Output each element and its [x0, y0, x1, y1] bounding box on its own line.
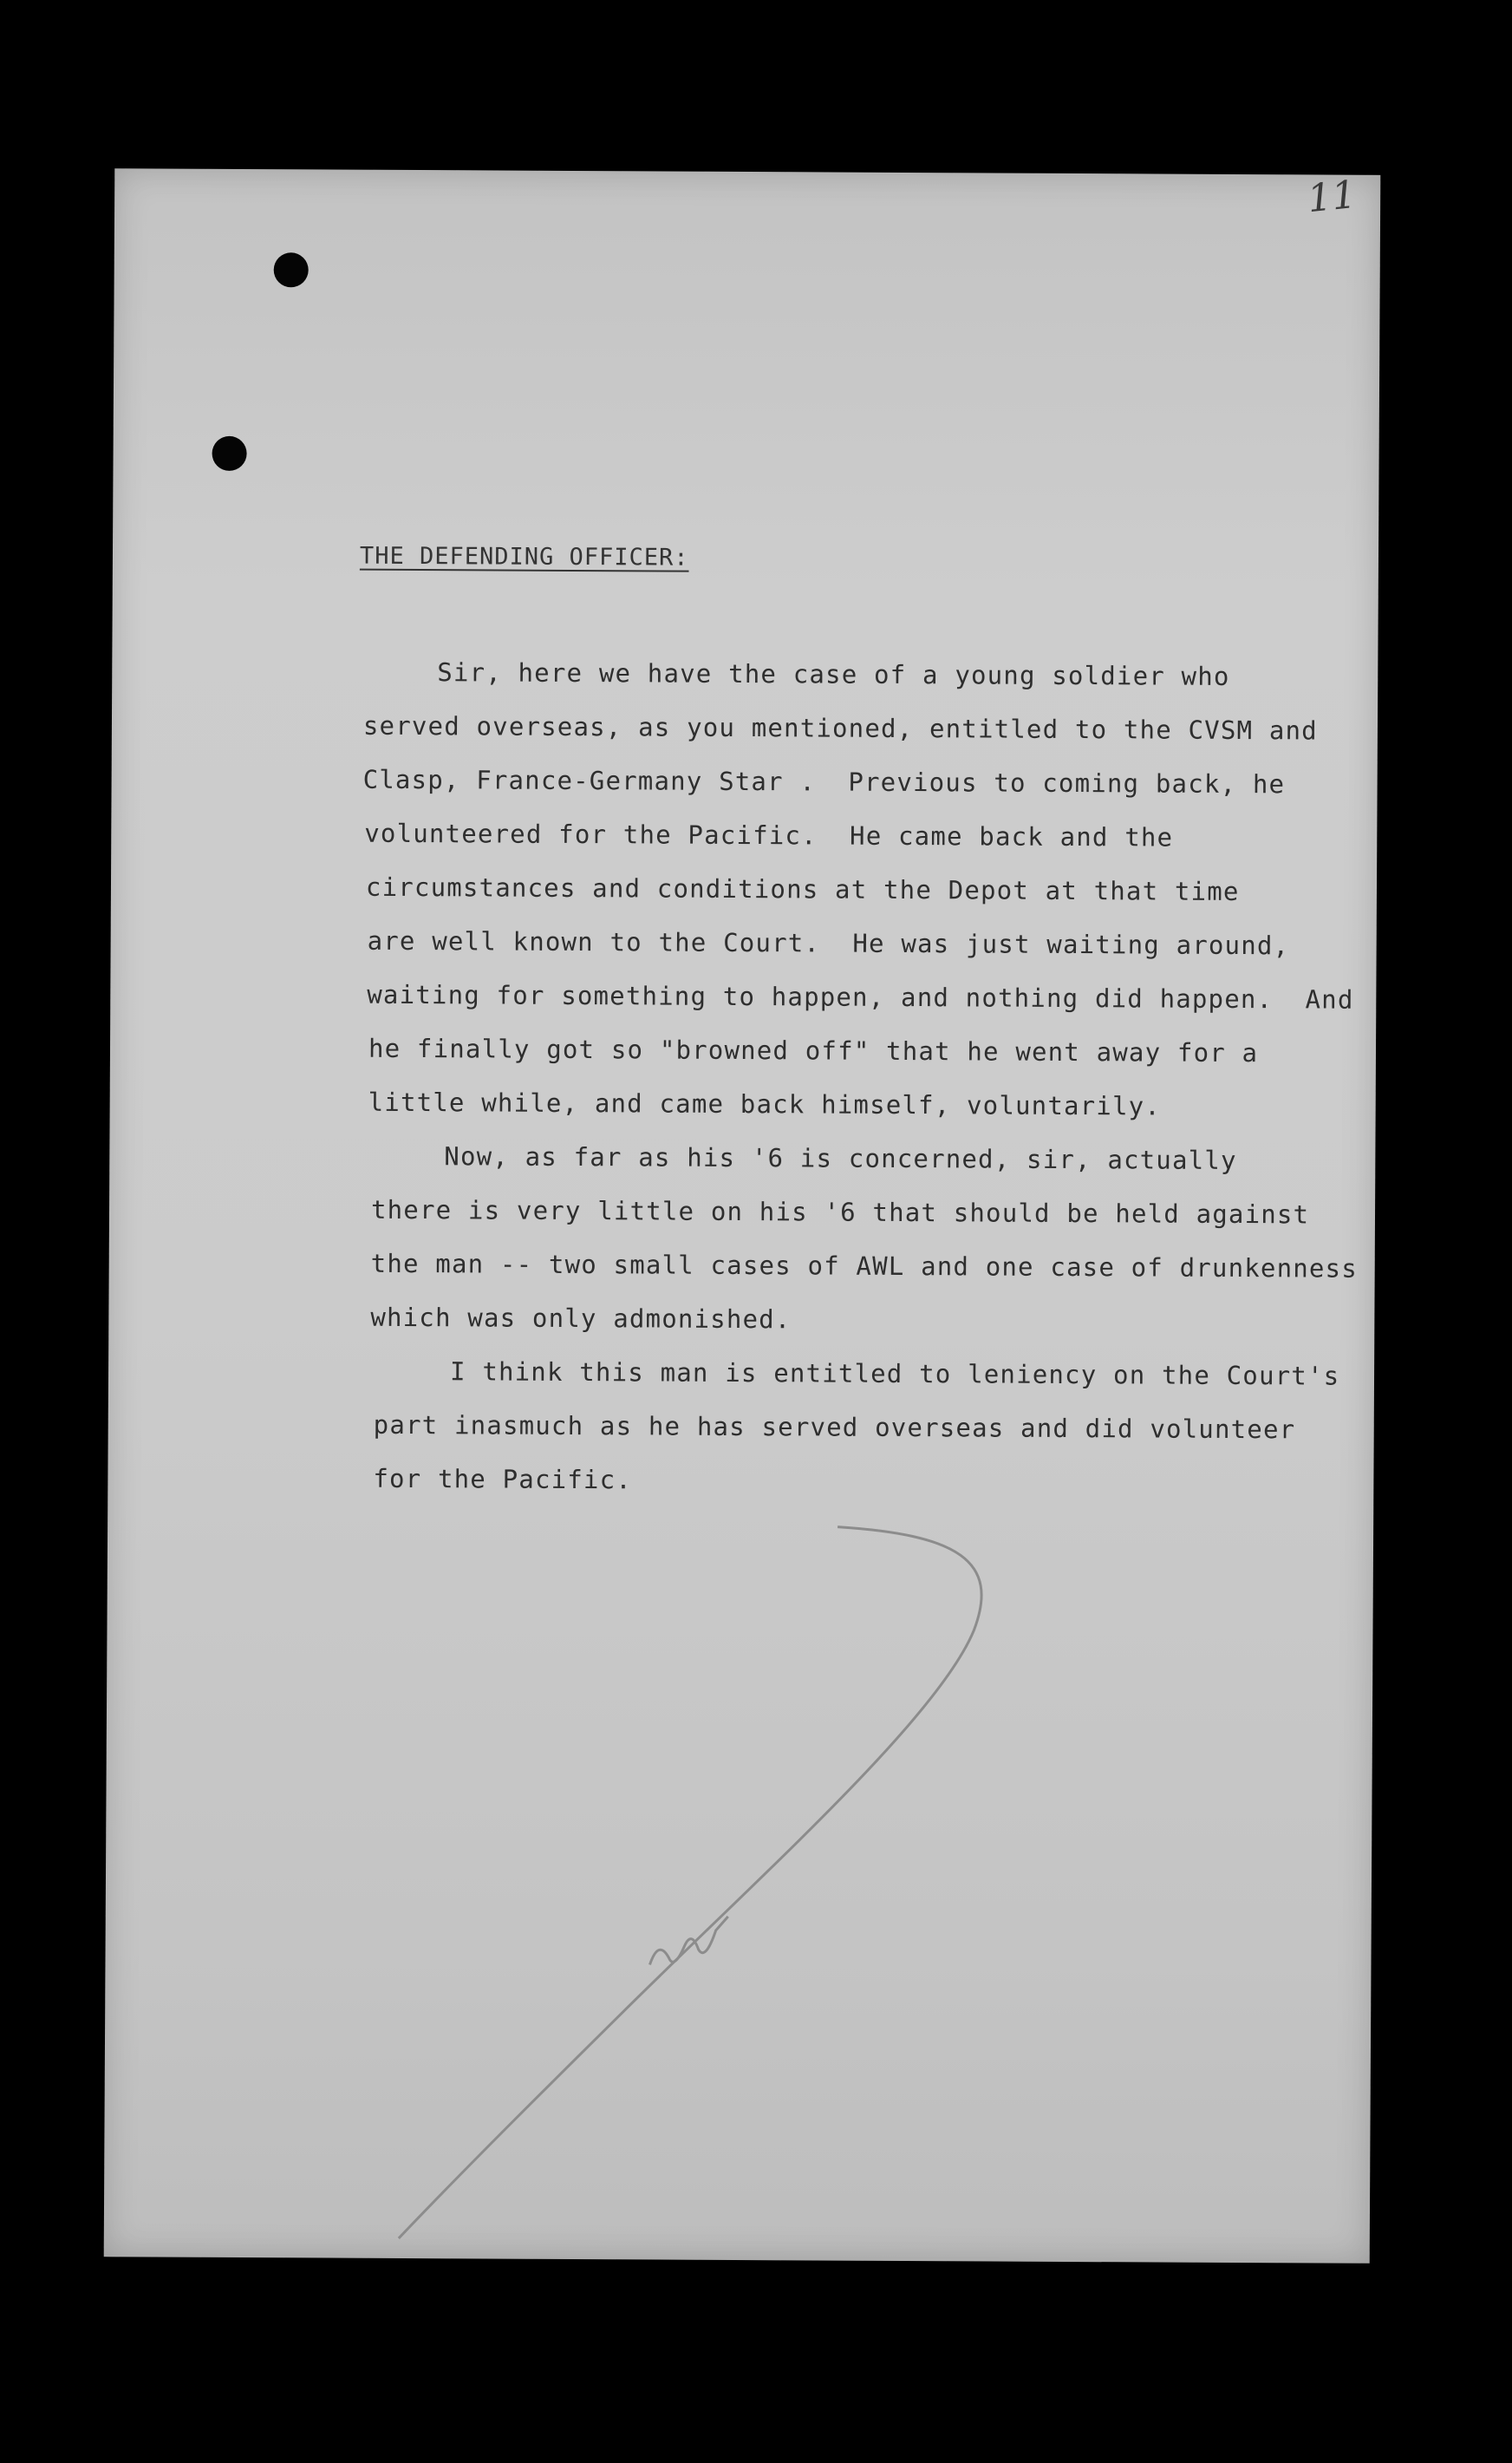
punch-hole-top — [274, 252, 309, 287]
text-line: there is very little on his '6 that should be held against — [370, 1194, 1310, 1230]
text-line: circumstances and conditions at the Depot at that time — [365, 872, 1240, 906]
text-line: he finally got so "browned off" that he went away for a — [368, 1033, 1259, 1068]
document-page — [104, 168, 1381, 2264]
text-line: Sir, here we have the case of a young soldier who — [437, 657, 1230, 691]
text-line: part inasmuch as he has served overseas and did volunteer — [373, 1409, 1296, 1445]
text-line: I think this man is entitled to leniency on the Court's — [449, 1356, 1340, 1391]
page-number-mark: 11 — [1305, 172, 1359, 222]
punch-hole-bottom — [212, 436, 246, 471]
text-line: volunteered for the Pacific. He came back and the — [364, 818, 1174, 853]
text-line: are well known to the Court. He was just waiting around, — [367, 925, 1290, 961]
text-line: the man -- two small cases of AWL and one case of drunkenness — [370, 1248, 1359, 1284]
text-line: little while, and came back himself, voluntarily. — [368, 1087, 1162, 1121]
pencil-stroke — [399, 1525, 982, 2241]
text-line: for the Pacific. — [373, 1463, 633, 1495]
section-heading: THE DEFENDING OFFICER: — [359, 542, 689, 572]
text-line: waiting for something to happen, and nothing did happen. And — [367, 979, 1354, 1015]
text-line: which was only admonished. — [370, 1302, 792, 1335]
pencil-initials — [649, 1916, 727, 1964]
text-line: Clasp, France-Germany Star . Previous to coming back, he — [362, 764, 1286, 800]
text-line: served overseas, as you mentioned, entitled to the CVSM and — [362, 710, 1318, 746]
text-line: Now, as far as his '6 is concerned, sir, actually — [444, 1141, 1237, 1175]
